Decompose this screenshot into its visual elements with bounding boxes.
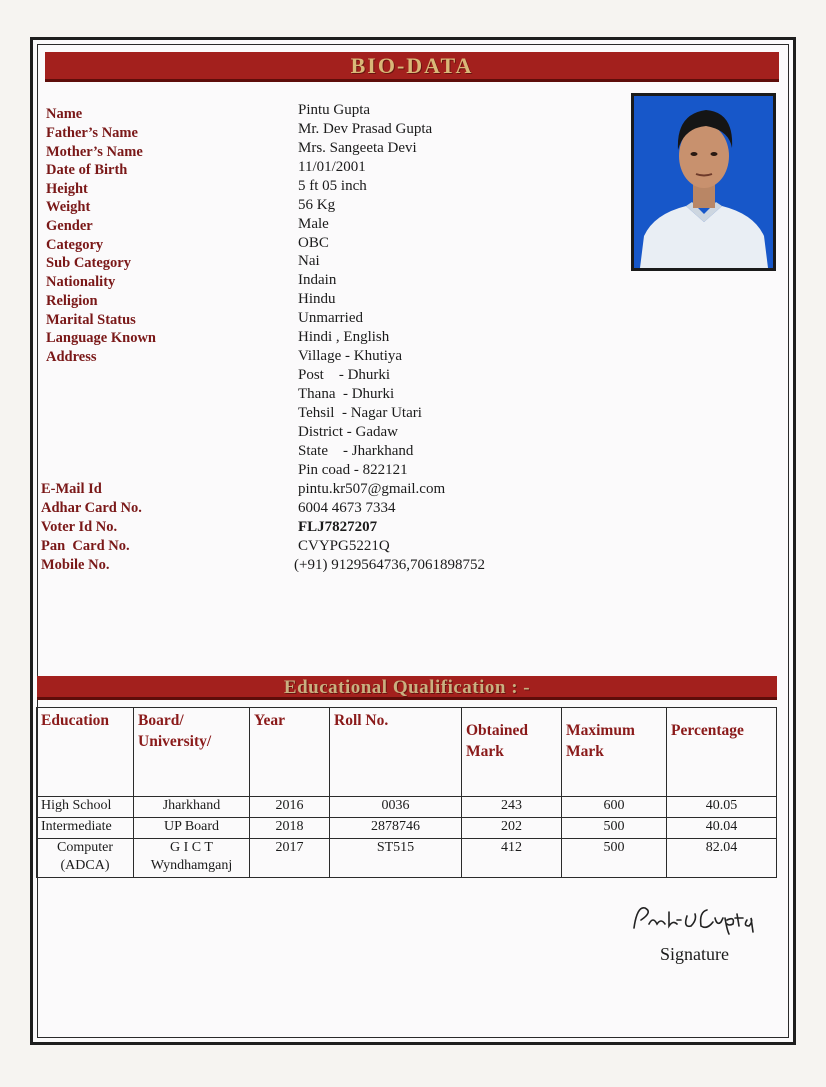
cell-obtained: 412 (462, 839, 562, 878)
label-language: Language Known (46, 330, 156, 346)
label-pan: Pan Card No. (41, 538, 130, 554)
table-row (37, 797, 777, 818)
cell-year: 2017 (250, 839, 330, 878)
education-table (36, 707, 777, 878)
header-year: Year (250, 708, 330, 797)
label-email: E-Mail Id (41, 481, 102, 497)
value-email: pintu.kr507@gmail.com (298, 481, 446, 497)
value-address-village: Village - Khutiya (298, 348, 403, 364)
value-nationality: Indain (298, 272, 337, 288)
table-header-row (37, 708, 777, 797)
biodata-title: BIO-DATA (350, 53, 474, 78)
cell-roll: 0036 (330, 797, 462, 818)
cell-obtained: 243 (462, 797, 562, 818)
value-father-name: Mr. Dev Prasad Gupta (298, 121, 433, 137)
label-height: Height (46, 181, 88, 197)
cell-year: 2018 (250, 818, 330, 839)
value-gender: Male (298, 216, 329, 232)
education-title: Educational Qualification : - (283, 677, 531, 698)
header-percentage: Percentage (667, 708, 777, 797)
cell-percentage: 40.04 (667, 818, 777, 839)
label-mobile: Mobile No. (41, 557, 110, 573)
header-board: Board/ University/ (134, 708, 250, 797)
cell-board: G I C T Wyndhamganj (134, 839, 250, 878)
value-religion: Hindu (298, 291, 336, 307)
address-district: District - Gadaw (298, 424, 398, 440)
label-voter-id: Voter Id No. (41, 519, 118, 535)
label-sub-category: Sub Category (46, 255, 131, 271)
value-pan: CVYPG5221Q (298, 538, 390, 554)
profile-photo (631, 93, 776, 271)
label-name: Name (46, 106, 83, 122)
value-voter-id: FLJ7827207 (298, 519, 378, 535)
label-father-name: Father’s Name (46, 125, 138, 141)
cell-percentage: 40.05 (667, 797, 777, 818)
label-address: Address (46, 349, 97, 365)
value-marital-status: Unmarried (298, 310, 363, 326)
cell-roll: ST515 (330, 839, 462, 878)
cell-maximum: 600 (562, 797, 667, 818)
handwritten-signature (631, 898, 771, 938)
address-pincode: Pin coad - 822121 (298, 462, 408, 478)
value-dob: 11/01/2001 (298, 159, 366, 175)
person-photo-image (634, 96, 773, 268)
label-category: Category (46, 237, 104, 253)
value-mother-name: Mrs. Sangeeta Devi (298, 140, 417, 156)
label-nationality: Nationality (46, 274, 116, 290)
value-adhar: 6004 4673 7334 (298, 500, 396, 516)
value-mobile: (+91) 9129564736,7061898752 (294, 557, 485, 573)
table-row (37, 818, 777, 839)
address-tehsil: Tehsil - Nagar Utari (298, 405, 422, 421)
label-adhar: Adhar Card No. (41, 500, 142, 516)
cell-roll: 2878746 (330, 818, 462, 839)
header-maximum: Maximum Mark (562, 708, 667, 797)
header-education: Education (37, 708, 134, 797)
value-weight: 56 Kg (298, 197, 336, 213)
cell-education: Intermediate (37, 818, 134, 839)
cell-education: Computer (ADCA) (37, 839, 134, 878)
cell-obtained: 202 (462, 818, 562, 839)
address-thana: Thana - Dhurki (298, 386, 395, 402)
cell-maximum: 500 (562, 839, 667, 878)
education-banner (37, 676, 777, 700)
cell-percentage: 82.04 (667, 839, 777, 878)
value-name: Pintu Gupta (298, 102, 371, 118)
label-dob: Date of Birth (46, 162, 128, 178)
value-sub-category: Nai (298, 253, 320, 269)
table-row (37, 839, 777, 878)
cell-education: High School (37, 797, 134, 818)
value-language: Hindi , English (298, 329, 390, 345)
value-category: OBC (298, 235, 329, 251)
cell-board: UP Board (134, 818, 250, 839)
header-obtained: Obtained Mark (462, 708, 562, 797)
signature-label: Signature (660, 944, 729, 964)
label-religion: Religion (46, 293, 98, 309)
address-state: State - Jharkhand (298, 443, 414, 459)
label-mother-name: Mother’s Name (46, 144, 143, 160)
label-weight: Weight (46, 199, 91, 215)
cell-year: 2016 (250, 797, 330, 818)
label-marital-status: Marital Status (46, 312, 136, 328)
header-roll: Roll No. (330, 708, 462, 797)
value-height: 5 ft 05 inch (298, 178, 367, 194)
address-post: Post - Dhurki (298, 367, 391, 383)
label-gender: Gender (46, 218, 93, 234)
biodata-header-banner (45, 52, 779, 82)
cell-board: Jharkhand (134, 797, 250, 818)
cell-maximum: 500 (562, 818, 667, 839)
biodata-page (30, 37, 796, 1045)
